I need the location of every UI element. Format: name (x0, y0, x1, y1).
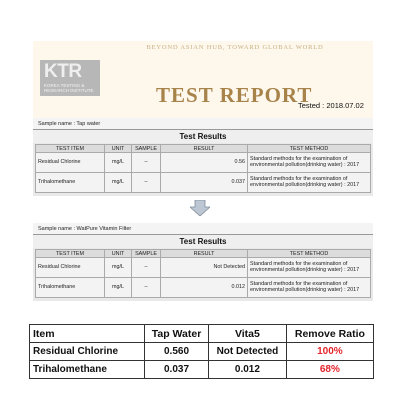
table-row (36, 173, 371, 193)
header-tagline: BEYOND ASIAN HUB, TOWARD GLOBAL WORLD (146, 44, 324, 51)
cell-unit: mg/L (105, 173, 132, 193)
table-row (30, 361, 374, 379)
table-row (30, 343, 374, 361)
tap-water-report-panel (33, 118, 373, 196)
logo-subtitle: KOREA TESTING & RESEARCH INSTITUTE (44, 83, 94, 93)
report-title: TEST REPORT (156, 83, 313, 107)
column-header: TEST ITEM (36, 145, 105, 153)
summary-remove-ratio: 100% (286, 343, 373, 361)
summary-item: Trihalomethane (30, 361, 145, 379)
cell-result: 0.56 (161, 153, 248, 173)
arrow-down-icon (190, 200, 210, 216)
table-header-row (36, 145, 371, 153)
summary-tap-value: 0.560 (145, 343, 209, 361)
summary-remove-ratio: 68% (286, 361, 373, 379)
cell-sample: – (132, 258, 161, 278)
cell-item: Trihalomethane (36, 278, 105, 298)
column-header: SAMPLE (132, 145, 161, 153)
column-header: TEST METHOD (248, 250, 371, 258)
table-row (36, 278, 371, 298)
cell-unit: mg/L (105, 278, 132, 298)
column-header: UNIT (105, 250, 132, 258)
cell-sample: – (132, 153, 161, 173)
column-header: RESULT (161, 250, 248, 258)
cell-result: 0.037 (161, 173, 248, 193)
cell-result: Not Detected (161, 258, 248, 278)
column-header: Vita5 (209, 325, 287, 343)
column-header: Tap Water (145, 325, 209, 343)
cell-method: Standard methods for the examination of environmental pollution(drinking water) : 2017 (248, 278, 371, 298)
cell-method: Standard methods for the examination of environmental pollution(drinking water) : 2017 (248, 173, 371, 193)
column-header: SAMPLE (132, 250, 161, 258)
column-header: TEST ITEM (36, 250, 105, 258)
results-title: Test Results (33, 235, 373, 248)
summary-vita-value: 0.012 (209, 361, 287, 379)
results-table (35, 249, 371, 298)
cell-unit: mg/L (105, 258, 132, 278)
ktr-logo (40, 60, 100, 96)
column-header: RESULT (161, 145, 248, 153)
cell-method: Standard methods for the examination of environmental pollution(drinking water) : 2017 (248, 153, 371, 173)
cell-item: Trihalomethane (36, 173, 105, 193)
summary-tap-value: 0.037 (145, 361, 209, 379)
table-row (36, 258, 371, 278)
summary-item: Residual Chlorine (30, 343, 145, 361)
column-header: UNIT (105, 145, 132, 153)
sample-name: Sample name : WatPure Vitamin Filter (33, 223, 373, 235)
filter-report-panel (33, 223, 373, 301)
column-header: Remove Ratio (286, 325, 373, 343)
column-header: Item (30, 325, 145, 343)
logo-title: KTR (44, 61, 82, 82)
cell-item: Residual Chlorine (36, 258, 105, 278)
summary-header-row (30, 325, 374, 343)
summary-vita-value: Not Detected (209, 343, 287, 361)
cell-sample: – (132, 278, 161, 298)
cell-unit: mg/L (105, 153, 132, 173)
cell-sample: – (132, 173, 161, 193)
column-header: TEST METHOD (248, 145, 371, 153)
summary-table (29, 324, 374, 379)
results-title: Test Results (33, 130, 373, 143)
cell-item: Residual Chlorine (36, 153, 105, 173)
table-header-row (36, 250, 371, 258)
results-table (35, 144, 371, 193)
table-row (36, 153, 371, 173)
tested-date: Tested : 2018.07.02 (298, 101, 364, 110)
cell-result: 0.012 (161, 278, 248, 298)
sample-name: Sample name : Tap water (33, 118, 373, 130)
cell-method: Standard methods for the examination of environmental pollution(drinking water) : 2017 (248, 258, 371, 278)
